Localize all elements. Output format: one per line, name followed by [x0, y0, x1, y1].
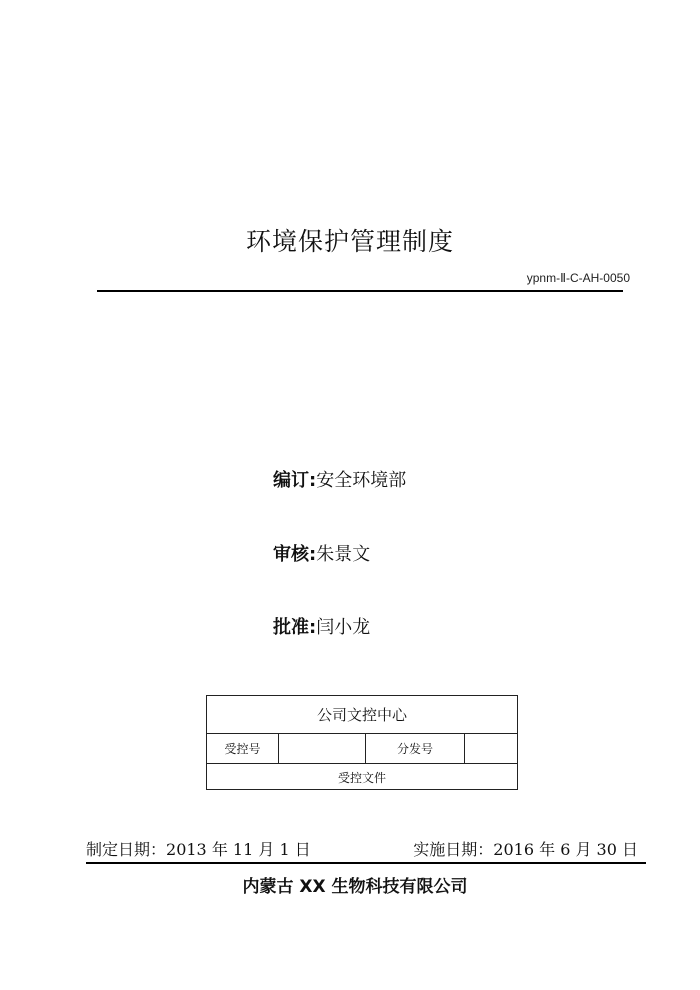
signature-value: 安全环境部 [316, 470, 407, 491]
effective-date-value: 2016 年 6 月 30 日 [493, 840, 638, 859]
signature-label: 批准: [273, 617, 317, 638]
distribution-number-label: 分发号 [366, 734, 465, 763]
document-control-table [206, 695, 518, 790]
control-table-footer: 受控文件 [337, 771, 386, 785]
signature-compiled-by [273, 466, 406, 492]
control-number-label: 受控号 [207, 734, 279, 763]
signature-label: 审核: [273, 544, 317, 565]
signature-value: 闫小龙 [316, 617, 371, 638]
control-table-row [207, 734, 517, 764]
signature-reviewed-by [273, 540, 370, 566]
signature-approved-by [273, 613, 370, 639]
dates-row [86, 837, 638, 860]
control-number-value [279, 734, 366, 763]
distribution-number-value [465, 734, 517, 763]
effective-date-label: 实施日期： [413, 840, 494, 859]
created-date [86, 837, 311, 860]
created-date-label: 制定日期： [86, 840, 167, 859]
signature-label: 编订: [273, 470, 317, 491]
document-title: 环境保护管理制度 [245, 227, 454, 256]
header-divider [97, 290, 623, 292]
footer-divider [86, 862, 646, 864]
control-table-header: 公司文控中心 [207, 696, 517, 734]
signature-value: 朱景文 [316, 544, 371, 565]
document-code: ypnm-Ⅱ-C-AH-0050 [526, 271, 630, 285]
effective-date [413, 837, 638, 860]
company-name: 内蒙古 XX 生物科技有限公司 [242, 877, 468, 897]
created-date-value: 2013 年 11 月 1 日 [166, 840, 311, 859]
